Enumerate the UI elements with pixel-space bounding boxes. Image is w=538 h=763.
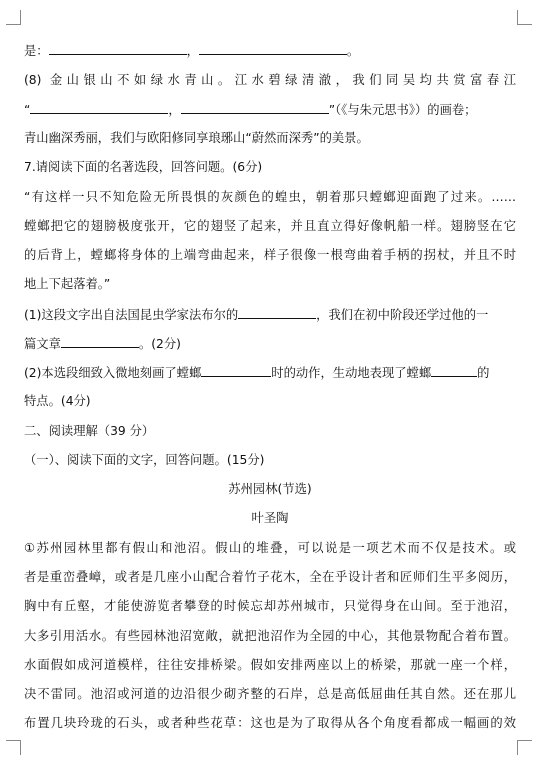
corner-mark-bottom-right xyxy=(517,740,532,755)
answer-blank[interactable] xyxy=(238,306,316,319)
text: ”（《与朱元思书》）的画卷； xyxy=(328,103,477,117)
question-7-1-cont xyxy=(24,335,516,352)
answer-blank[interactable] xyxy=(49,42,187,55)
excerpt-line xyxy=(24,218,516,234)
excerpt-line xyxy=(24,189,516,205)
subsection-heading xyxy=(24,452,516,468)
text: 时的动作，生动地表现了螳螂 xyxy=(271,366,432,380)
text: 水面假如成河道模样，往往安排桥梁。假如安排两座以上的桥梁，那就一座一个样， xyxy=(24,658,516,672)
article-author xyxy=(24,510,516,526)
text: 。(2分) xyxy=(138,337,181,351)
text: 的后背上，螳螂将身体的上端弯曲起来，样子很像一根弯曲着手柄的拐杖，并且不时 xyxy=(24,248,516,262)
answer-blank[interactable] xyxy=(30,101,168,114)
text: 特点。(4分) xyxy=(24,394,91,408)
text: 的 xyxy=(477,366,490,380)
text: 决不雷同。池沼或河道的边沿很少砌齐整的石岸，总是高低屈曲任其自然。还在那儿 xyxy=(24,687,516,701)
text: 篇文章 xyxy=(24,337,61,351)
text: ， xyxy=(186,44,199,58)
article-paragraph-line xyxy=(24,715,516,731)
text: 7.请阅读下面的名著选段，回答问题。(6分) xyxy=(24,160,263,174)
text: “ xyxy=(24,103,31,117)
article-title xyxy=(24,481,516,497)
answer-line-fill xyxy=(24,42,516,59)
text: （一）、阅读下面的文字，回答问题。(15分) xyxy=(24,453,265,467)
text: (1)这段文字出自法国昆虫学家法布尔的 xyxy=(24,308,239,322)
text: ①苏州园林里都有假山和池沼。假山的堆叠，可以说是一项艺术而不仅是技术。或 xyxy=(24,541,516,555)
answer-blank[interactable] xyxy=(201,364,271,377)
corner-mark-top-left xyxy=(6,10,21,25)
text: “有这样一只不知危险无所畏惧的灰颜色的蝗虫，朝着那只螳螂迎面跑了过来。…… xyxy=(24,190,516,204)
text: 者是重峦叠嶂，或者是几座小山配合着竹子花木，全在乎设计者和匠师们生平多阅历， xyxy=(24,570,516,584)
text: (2)本选段细致入微地刻画了螳螂 xyxy=(24,366,202,380)
text: (8) 金山银山不如绿水青山。江水碧绿清澈，我们同吴均共赏富春江 xyxy=(24,73,516,87)
corner-mark-bottom-left xyxy=(6,740,21,755)
answer-blank[interactable] xyxy=(181,101,329,114)
text: 。 xyxy=(346,44,360,58)
text: 二、阅读理解（39 分） xyxy=(24,424,155,438)
text: ， xyxy=(168,103,181,117)
text: 大多引用活水。有些园林池沼宽敞，就把池沼作为全园的中心，其他景物配合着布置。 xyxy=(24,629,516,643)
corner-mark-top-right xyxy=(517,10,532,25)
question-7-2-cont xyxy=(24,393,516,409)
section-heading xyxy=(24,423,516,439)
answer-blank[interactable] xyxy=(61,335,139,348)
text: 螳螂把它的翅膀极度张开，它的翅竖了起来，并且直立得好像帆船一样。翅膀竖在它 xyxy=(24,219,516,233)
question-8-tail xyxy=(24,130,516,146)
text: 苏州园林(节选) xyxy=(228,482,312,496)
text: ，我们在初中阶段还学过他的一 xyxy=(316,308,489,322)
text: 叶圣陶 xyxy=(251,511,289,525)
excerpt-line xyxy=(24,247,516,263)
question-8-line xyxy=(24,72,516,88)
text: 胸中有丘壑，才能使游览者攀登的时候忘却苏州城市，只觉得身在山间。至于池沼， xyxy=(24,599,516,613)
article-paragraph-line xyxy=(24,540,516,556)
question-7-title xyxy=(24,159,516,175)
article-paragraph-line xyxy=(24,686,516,702)
answer-blank[interactable] xyxy=(431,364,477,377)
text: 布置几块玲珑的石头，或者种些花草：这也是为了取得从各个角度看都成一幅画的效 xyxy=(24,716,516,730)
excerpt-line xyxy=(24,276,516,292)
article-paragraph-line xyxy=(24,569,516,585)
article-paragraph-line xyxy=(24,628,516,644)
text: 地上下起落着。” xyxy=(24,277,111,291)
answer-blank[interactable] xyxy=(199,42,347,55)
question-8-blanks xyxy=(24,101,516,118)
text: 青山幽深秀丽，我们与欧阳修同享琅琊山“蔚然而深秀”的美景。 xyxy=(24,131,369,145)
text: 是： xyxy=(24,44,49,58)
question-7-1 xyxy=(24,306,516,323)
article-paragraph-line xyxy=(24,598,516,614)
question-7-2 xyxy=(24,364,516,381)
article-paragraph-line xyxy=(24,657,516,673)
